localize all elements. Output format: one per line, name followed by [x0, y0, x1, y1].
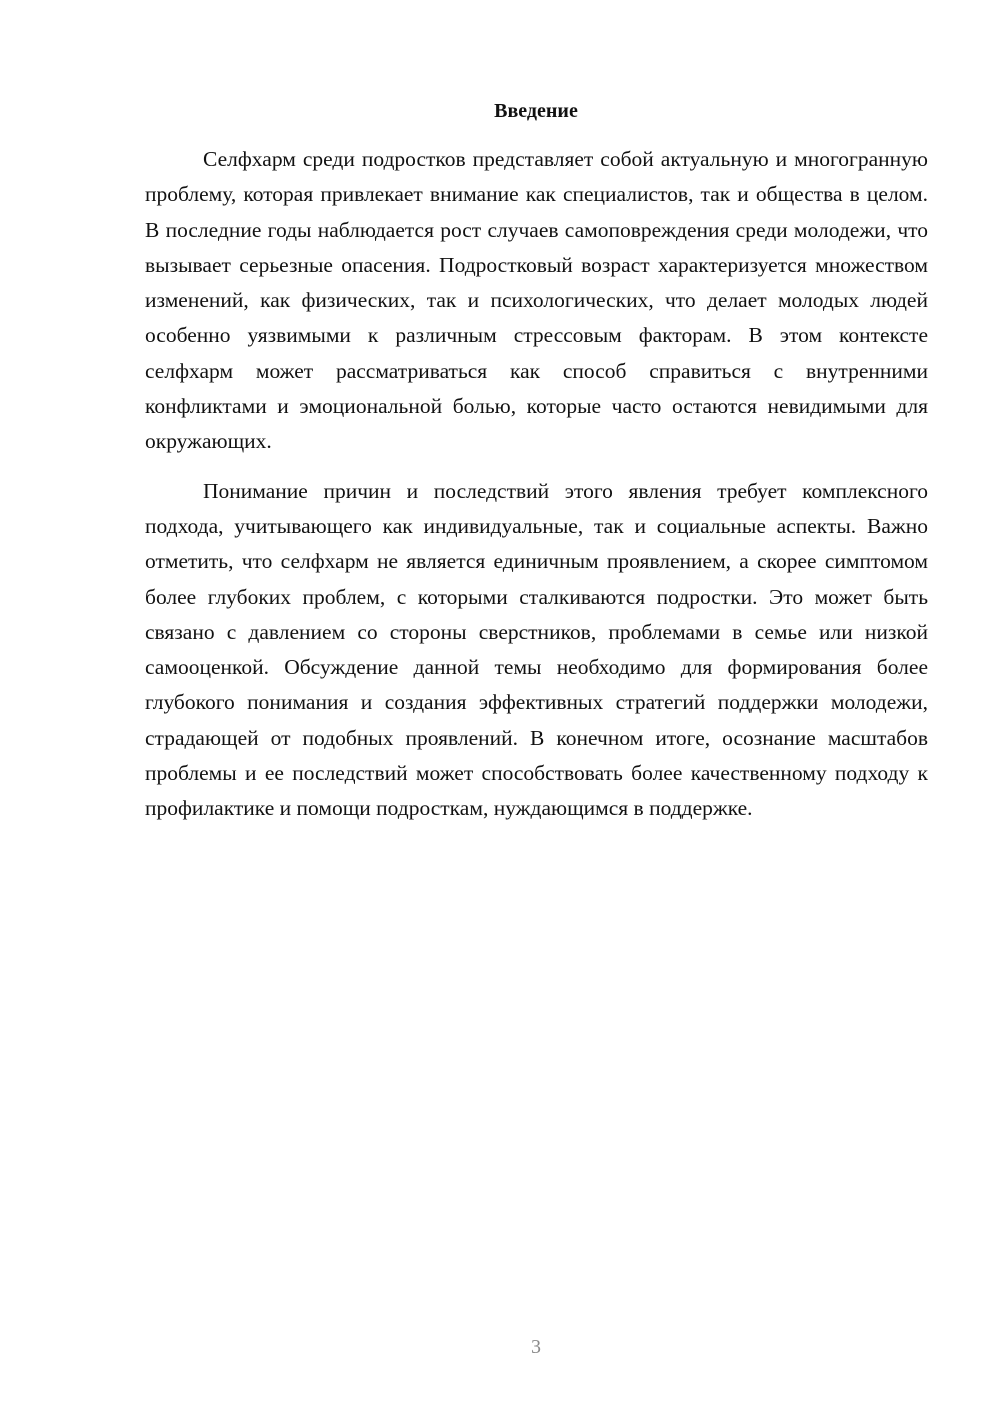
body-text	[145, 142, 928, 827]
paragraph-1: Селфхарм среди подростков представляет собой актуальную и многогранную проблему, которая привлекает внимание как специалистов, так и общества в целом. В последние годы наблюдается рост случаев самоповреждения среди молодежи, что вызывает серьезные опасения. Подростковый возраст характеризуется множеством изменений, как физических, так и психологических, что делает молодых людей особенно уязвимыми к различным стрессовым факторам. В этом контексте селфхарм может рассматриваться как способ справиться с внутренними конфликтами и эмоциональной болью, которые часто остаются невидимыми для окружающих.	[145, 147, 928, 454]
page-number: 3	[531, 1336, 541, 1358]
paragraph-2: Понимание причин и последствий этого явления требует комплексного подхода, учитывающего как индивидуальные, так и социальные аспекты. Важно отметить, что селфхарм не является единичным проявлением, а скорее симптомом более глубоких проблем, с которыми сталкиваются подростки. Это может быть связано с давлением со стороны сверстников, проблемами в семье или низкой самооценкой. Обсуждение данной темы необходимо для формирования более глубокого понимания и создания эффективных стратегий поддержки молодежи, страдающей от подобных проявлений. В конечном итоге, осознание масштабов проблемы и ее последствий может способствовать более качественному подходу к профилактике и помощи подросткам, нуждающимся в поддержке.	[145, 478, 928, 821]
section-heading: Введение	[494, 100, 578, 122]
